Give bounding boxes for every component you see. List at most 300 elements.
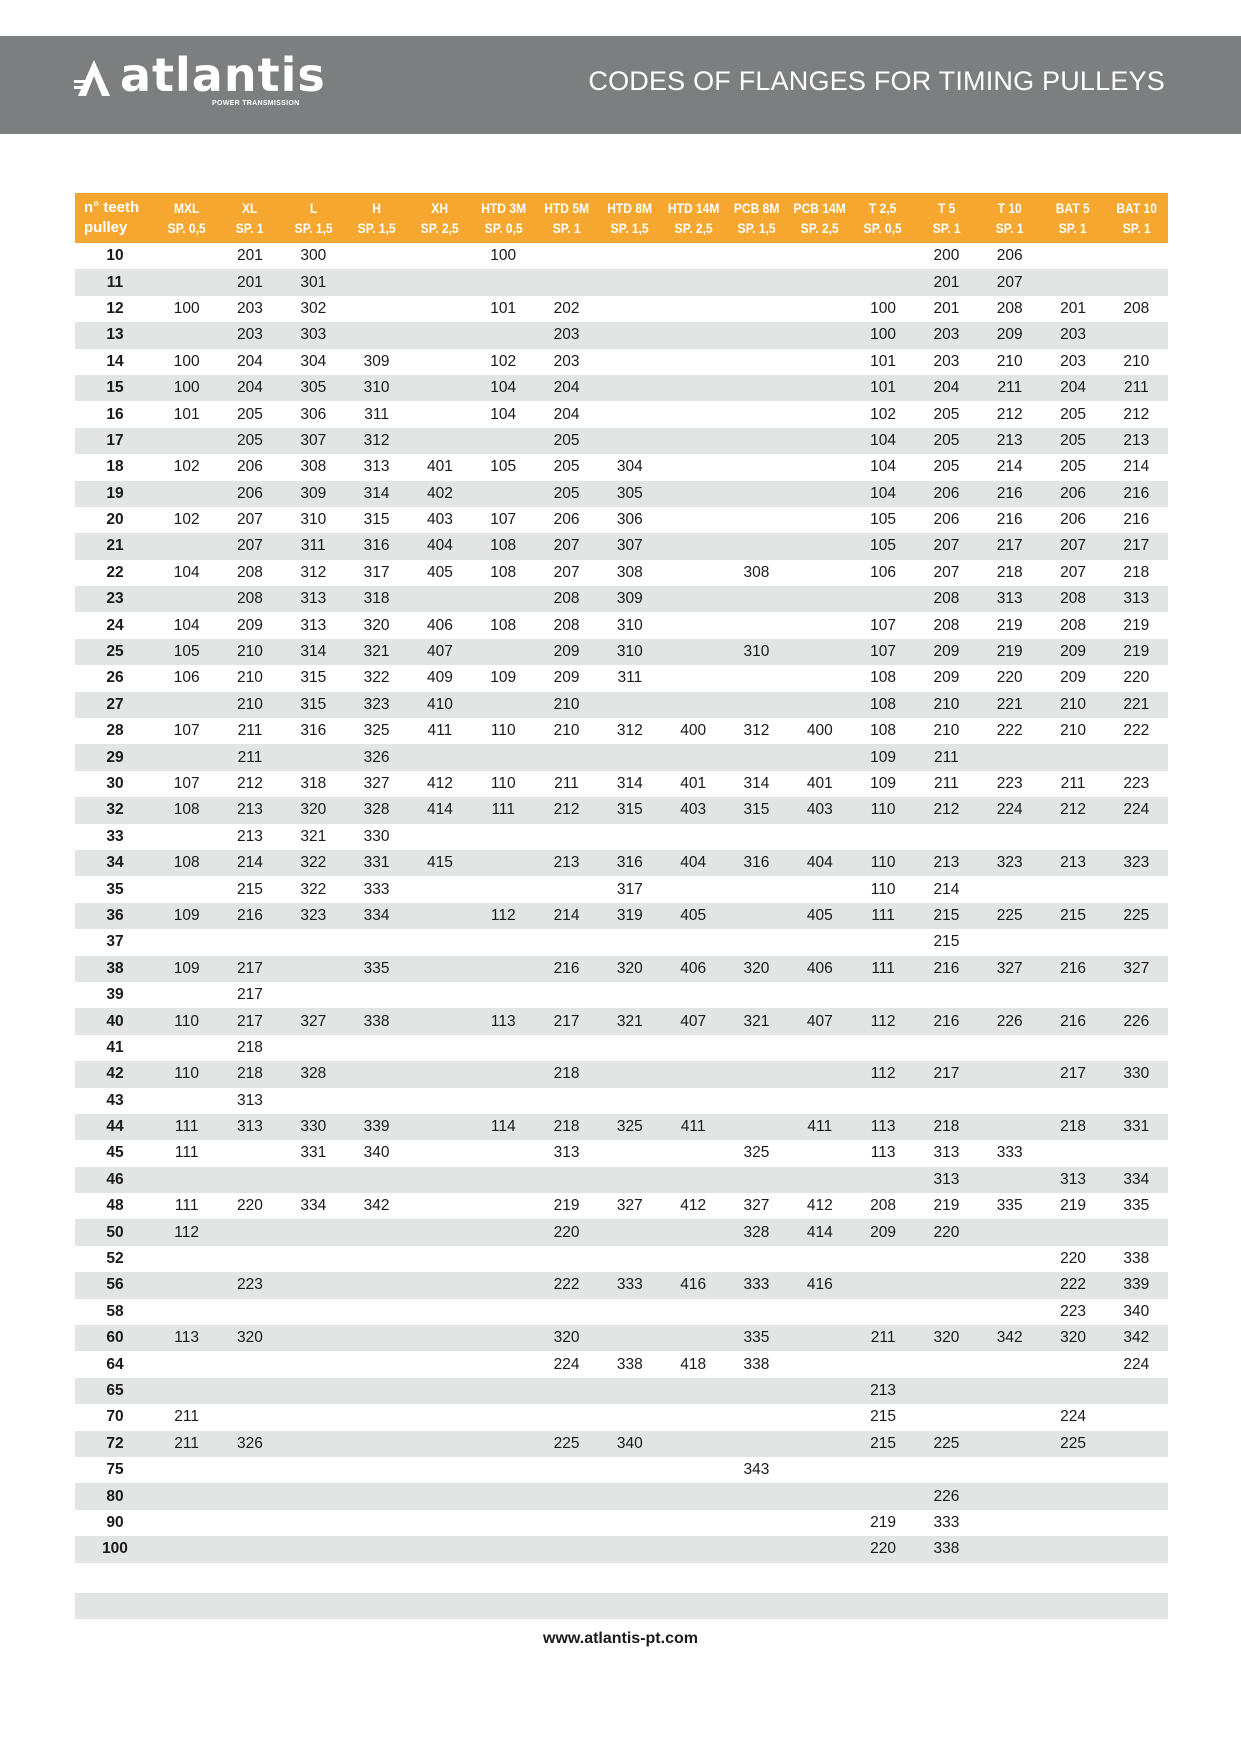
flange-code-cell: [725, 1431, 788, 1457]
flange-code-cell: 403: [662, 797, 725, 823]
flange-code-cell: [725, 1167, 788, 1193]
flange-code-cell: 102: [173, 458, 200, 476]
teeth-count-cell: 17: [75, 428, 155, 454]
flange-code-cell: 323: [1105, 850, 1168, 876]
flange-code-cell: [535, 1510, 598, 1536]
flange-code-cell: 402: [408, 481, 471, 507]
flange-code-cell: [1105, 929, 1168, 955]
flange-code-cell: 208: [1041, 586, 1104, 612]
flange-code-cell: [851, 1483, 914, 1509]
flange-code-cell: 330: [1105, 1061, 1168, 1087]
flange-code-cell: 217: [1105, 533, 1168, 559]
flange-code-cell: 210: [535, 692, 598, 718]
table-row: [75, 876, 1168, 902]
flange-code-cell: 340: [598, 1431, 661, 1457]
flange-code-cell: 218: [915, 1114, 978, 1140]
flange-code-cell: [345, 1351, 408, 1377]
flange-code-cell: [725, 1483, 788, 1509]
flange-code-cell: 224: [1105, 797, 1168, 823]
flange-code-cell: [155, 1351, 218, 1377]
table-row: [75, 1325, 1168, 1351]
flange-code-cell: [472, 982, 535, 1008]
flange-code-cell: 334: [345, 903, 408, 929]
flange-code-cell: [282, 1219, 345, 1245]
flange-code-cell: 105: [851, 533, 914, 559]
flange-code-cell: 213: [851, 1378, 914, 1404]
flange-code-cell: [725, 982, 788, 1008]
flange-code-cell: 303: [282, 322, 345, 348]
flange-code-cell: 212: [1041, 797, 1104, 823]
table-row: [75, 824, 1168, 850]
flange-code-cell: [662, 1483, 725, 1509]
flange-code-cell: [472, 692, 535, 718]
flange-code-cell: 208: [870, 1197, 897, 1215]
flange-code-cell: [535, 243, 598, 269]
flange-code-cell: [788, 349, 851, 375]
flange-code-cell: 328: [345, 797, 408, 823]
flange-code-cell: 207: [915, 533, 978, 559]
flange-code-cell: 201: [933, 299, 960, 317]
flange-code-cell: 320: [363, 616, 390, 634]
flange-code-cell: 225: [535, 1431, 598, 1457]
table-row: [75, 1114, 1168, 1140]
flange-code-cell: [851, 586, 914, 612]
flange-code-cell: 108: [472, 533, 535, 559]
flange-code-cell: [788, 1351, 851, 1377]
flange-code-cell: 104: [851, 428, 914, 454]
flange-code-cell: [662, 1167, 725, 1193]
teeth-count-cell: 70: [106, 1408, 124, 1426]
flange-code-cell: [788, 876, 851, 902]
flange-code-cell: 342: [978, 1325, 1041, 1351]
flange-code-cell: [1105, 1483, 1168, 1509]
flange-code-cell: [788, 744, 851, 770]
flange-code-cell: 215: [237, 880, 263, 898]
flange-code-cell: 213: [535, 850, 598, 876]
flange-code-cell: 411: [662, 1114, 725, 1140]
flange-code-cell: 327: [282, 1008, 345, 1034]
flange-code-cell: 106: [870, 563, 897, 581]
flange-code-cell: 307: [598, 533, 661, 559]
flange-code-cell: 320: [535, 1325, 598, 1351]
flange-code-cell: 202: [553, 299, 580, 317]
flange-code-cell: [725, 507, 788, 533]
flange-code-cell: [408, 1404, 471, 1430]
flange-code-cell: 305: [598, 481, 661, 507]
flange-code-cell: [408, 269, 471, 295]
flange-code-cell: 113: [870, 1144, 896, 1162]
teeth-count-cell: 18: [106, 458, 124, 476]
flange-code-cell: [472, 1404, 535, 1430]
flange-code-cell: [851, 1088, 914, 1114]
flange-code-cell: [408, 349, 471, 375]
flange-code-cell: [725, 612, 788, 638]
flange-code-cell: 200: [933, 247, 960, 265]
flange-code-cell: [662, 1325, 725, 1351]
flange-code-cell: 210: [1041, 692, 1104, 718]
teeth-count-cell: 60: [75, 1325, 155, 1351]
flange-code-cell: 302: [300, 299, 327, 317]
flange-code-cell: [472, 1035, 535, 1061]
flange-code-cell: 220: [915, 1219, 978, 1245]
flange-code-cell: [788, 1299, 851, 1325]
flange-code-cell: [282, 929, 345, 955]
flange-code-cell: [345, 1431, 408, 1457]
flange-code-cell: 220: [237, 1197, 263, 1215]
flange-code-cell: 418: [680, 1355, 707, 1373]
flange-code-cell: 313: [218, 1114, 281, 1140]
flange-code-cell: 405: [662, 903, 725, 929]
flange-code-cell: [1105, 1035, 1168, 1061]
flange-code-cell: [408, 876, 471, 902]
flange-code-cell: 205: [535, 428, 598, 454]
flange-code-cell: 225: [915, 1431, 978, 1457]
flange-code-cell: [218, 1140, 281, 1166]
flange-code-cell: 209: [851, 1219, 914, 1245]
flange-code-cell: [345, 1167, 408, 1193]
flange-code-cell: 315: [282, 692, 345, 718]
column-header: [218, 193, 281, 243]
flange-code-cell: 327: [743, 1197, 770, 1215]
flange-code-cell: [155, 744, 218, 770]
flange-code-cell: 217: [978, 533, 1041, 559]
flange-code-cell: [155, 428, 218, 454]
flange-code-cell: [598, 1457, 661, 1483]
flange-code-cell: [662, 612, 725, 638]
flange-code-cell: 334: [1105, 1167, 1168, 1193]
flange-code-cell: [472, 1431, 535, 1457]
table-row: [75, 1404, 1168, 1430]
flange-code-cell: 108: [870, 669, 897, 687]
flange-code-cell: 219: [1123, 616, 1150, 634]
flange-code-cell: [345, 1035, 408, 1061]
flange-code-cell: 210: [237, 669, 263, 687]
flange-code-cell: [598, 929, 661, 955]
flange-code-cell: 205: [1041, 428, 1104, 454]
flange-code-cell: [662, 428, 725, 454]
flange-code-cell: [345, 1325, 408, 1351]
flange-code-cell: [598, 1061, 661, 1087]
flange-code-cell: 100: [173, 299, 200, 317]
header-profile: PCB 8M: [733, 200, 780, 216]
flange-code-cell: 212: [535, 797, 598, 823]
flange-code-cell: [345, 243, 408, 269]
flange-code-cell: [788, 560, 851, 586]
flange-code-cell: [345, 1061, 408, 1087]
flange-code-cell: [155, 1088, 218, 1114]
header-profile: n° teeth: [84, 199, 140, 216]
flange-code-cell: [788, 1088, 851, 1114]
flange-code-cell: 335: [996, 1197, 1023, 1215]
flange-code-cell: [408, 1061, 471, 1087]
flange-code-cell: [472, 744, 535, 770]
flange-code-cell: 104: [490, 405, 517, 423]
flange-code-cell: 104: [472, 375, 535, 401]
teeth-count-cell: 45: [106, 1144, 124, 1162]
flange-code-cell: 315: [598, 797, 661, 823]
flange-code-cell: 108: [851, 692, 914, 718]
flange-code-cell: 322: [282, 850, 345, 876]
flange-code-cell: 216: [1123, 511, 1150, 529]
flange-code-cell: [1105, 1088, 1168, 1114]
flange-code-cell: 306: [300, 405, 327, 423]
flange-code-cell: 205: [933, 458, 960, 476]
flange-code-cell: 338: [616, 1355, 643, 1373]
flange-code-cell: [915, 1351, 978, 1377]
flange-code-cell: 206: [1041, 481, 1104, 507]
flange-code-cell: [218, 1483, 281, 1509]
flange-code-cell: 225: [978, 903, 1041, 929]
teeth-count-cell: 13: [75, 322, 155, 348]
flange-code-cell: [282, 1246, 345, 1272]
flange-code-cell: [472, 481, 535, 507]
flange-code-cell: 315: [300, 669, 327, 687]
flange-code-cell: 102: [870, 405, 897, 423]
column-header: [851, 193, 914, 243]
flange-code-cell: 209: [1041, 639, 1104, 665]
flange-code-cell: [788, 454, 851, 480]
flange-code-cell: [472, 269, 535, 295]
flange-code-cell: 218: [535, 1061, 598, 1087]
table-row: [75, 401, 1168, 427]
flange-code-cell: [851, 243, 914, 269]
table-row: [75, 639, 1168, 665]
flange-code-cell: 321: [725, 1008, 788, 1034]
flange-code-cell: [598, 744, 661, 770]
flange-code-cell: [788, 296, 851, 322]
flange-code-cell: 321: [345, 639, 408, 665]
flange-code-cell: [1041, 1510, 1104, 1536]
flange-code-cell: [725, 1404, 788, 1430]
flange-code-cell: [408, 1536, 471, 1562]
flange-code-cell: [408, 1272, 471, 1298]
flange-code-cell: 111: [851, 903, 914, 929]
flange-code-cell: [1105, 1431, 1168, 1457]
flange-code-cell: 216: [996, 511, 1023, 529]
flange-code-cell: [978, 1483, 1041, 1509]
flange-code-cell: [472, 1325, 535, 1351]
flange-code-cell: 311: [364, 405, 389, 423]
flange-code-cell: 201: [1060, 299, 1086, 317]
flange-code-cell: [725, 296, 788, 322]
flange-code-cell: 208: [996, 299, 1023, 317]
flange-code-cell: [662, 243, 725, 269]
flange-code-cell: 314: [743, 775, 770, 792]
header-profile: HTD 3M: [480, 200, 526, 216]
flange-code-cell: [218, 1457, 281, 1483]
header-thickness: SP. 1: [1059, 220, 1087, 236]
flange-code-cell: 313: [237, 1091, 263, 1109]
flange-code-cell: 216: [1105, 481, 1168, 507]
flange-code-cell: 209: [535, 639, 598, 665]
flange-code-cell: [345, 1299, 408, 1325]
flange-code-cell: [788, 375, 851, 401]
header-profile: PCB 14M: [793, 200, 846, 216]
flange-code-cell: [978, 1404, 1041, 1430]
header-profile: XL: [242, 200, 258, 216]
flange-code-cell: 338: [915, 1536, 978, 1562]
flange-code-cell: 107: [851, 639, 914, 665]
flange-code-cell: 340: [1123, 1302, 1150, 1320]
flange-code-cell: [535, 1457, 598, 1483]
flange-code-cell: [1041, 876, 1104, 902]
table-row: [75, 1536, 1168, 1562]
teeth-count-cell: 56: [75, 1272, 155, 1298]
header-thickness: SP. 0,5: [864, 220, 903, 236]
flange-code-cell: [535, 269, 598, 295]
flange-code-cell: [408, 428, 471, 454]
flange-code-cell: 308: [616, 563, 643, 581]
flange-code-cell: 317: [616, 880, 643, 898]
flange-code-cell: [155, 1299, 218, 1325]
flange-code-cell: 217: [218, 1008, 281, 1034]
flange-code-cell: [915, 1272, 978, 1298]
flange-code-cell: [535, 876, 598, 902]
teeth-count-cell: 28: [106, 722, 124, 740]
flange-code-cell: 207: [978, 269, 1041, 295]
flange-code-cell: 110: [490, 722, 516, 740]
flange-code-cell: [155, 1035, 218, 1061]
teeth-count-cell: 35: [106, 880, 124, 898]
flange-code-cell: 330: [282, 1114, 345, 1140]
teeth-count-cell: 90: [106, 1513, 124, 1531]
flange-code-cell: [408, 1114, 471, 1140]
flange-code-cell: [662, 876, 725, 902]
flange-code-cell: 209: [1060, 669, 1086, 687]
flange-code-cell: [978, 1061, 1041, 1087]
flange-code-cell: [282, 1510, 345, 1536]
flange-code-cell: 218: [535, 1114, 598, 1140]
teeth-count-cell: 37: [106, 933, 124, 951]
flange-code-cell: [1041, 243, 1104, 269]
flange-code-cell: [725, 454, 788, 480]
flange-code-cell: [1105, 269, 1168, 295]
flange-code-cell: 210: [218, 639, 281, 665]
flange-code-cell: 110: [155, 1061, 218, 1087]
header-profile: T 2,5: [869, 200, 897, 216]
flange-code-cell: [788, 1061, 851, 1087]
flange-code-cell: [851, 1351, 914, 1377]
flange-code-cell: [725, 375, 788, 401]
flange-code-cell: 213: [978, 428, 1041, 454]
flange-code-cell: [535, 744, 598, 770]
flange-code-cell: [155, 1167, 218, 1193]
flange-code-cell: 100: [851, 322, 914, 348]
flange-code-cell: [472, 1219, 535, 1245]
flange-code-cell: [788, 1457, 851, 1483]
flange-code-cell: [472, 824, 535, 850]
teeth-count-cell: 21: [75, 533, 155, 559]
flange-code-cell: [472, 1510, 535, 1536]
flange-code-cell: [472, 1088, 535, 1114]
flange-code-cell: [725, 1246, 788, 1272]
flange-code-cell: 326: [345, 744, 408, 770]
table-row: [75, 322, 1168, 348]
flange-code-cell: 114: [472, 1114, 535, 1140]
flange-code-cell: [788, 243, 851, 269]
flange-code-cell: [662, 1457, 725, 1483]
flange-code-cell: 339: [345, 1114, 408, 1140]
flange-code-cell: [598, 322, 661, 348]
flange-code-cell: 105: [155, 639, 218, 665]
flange-code-cell: 320: [218, 1325, 281, 1351]
flange-code-cell: 407: [662, 1008, 725, 1034]
flange-code-cell: [1041, 1483, 1104, 1509]
flange-code-cell: [472, 1457, 535, 1483]
flange-code-cell: [725, 586, 788, 612]
flange-code-cell: [472, 428, 535, 454]
brand-tagline: POWER TRANSMISSION: [212, 100, 300, 107]
flange-code-cell: [345, 296, 408, 322]
flange-code-cell: [472, 1061, 535, 1087]
flange-code-cell: [1041, 1536, 1104, 1562]
flange-code-cell: 217: [535, 1008, 598, 1034]
flange-code-cell: 108: [490, 563, 517, 581]
flange-code-cell: 215: [1041, 903, 1104, 929]
flange-code-cell: [1105, 1510, 1168, 1536]
flange-code-cell: [345, 982, 408, 1008]
flange-code-cell: 310: [300, 511, 327, 529]
flange-code-cell: 333: [996, 1144, 1023, 1162]
flange-code-cell: 111: [851, 956, 914, 982]
flange-code-cell: [662, 1299, 725, 1325]
flange-code-cell: 318: [345, 586, 408, 612]
flange-code-cell: 213: [218, 797, 281, 823]
flange-code-cell: [788, 1536, 851, 1562]
header-thickness: SP. 1: [1122, 220, 1151, 236]
flange-code-cell: [915, 1299, 978, 1325]
flange-code-cell: 113: [851, 1114, 914, 1140]
flange-code-cell: [662, 1404, 725, 1430]
flange-code-cell: 222: [1123, 722, 1150, 740]
flange-code-cell: [218, 1246, 281, 1272]
flange-code-cell: 210: [218, 692, 281, 718]
teeth-count-cell: 50: [75, 1219, 155, 1245]
flange-code-cell: 206: [996, 247, 1023, 265]
flange-code-cell: [282, 744, 345, 770]
flange-code-cell: [598, 401, 661, 427]
footer-url: www.atlantis-pt.com: [543, 1630, 698, 1647]
flange-code-cell: [978, 1378, 1041, 1404]
flange-code-cell: [408, 1088, 471, 1114]
flange-code-cell: 214: [933, 880, 960, 898]
header-profile: T 5: [937, 200, 956, 216]
flange-code-cell: 216: [915, 1008, 978, 1034]
flange-code-cell: [345, 929, 408, 955]
header-thickness: SP. 2,5: [420, 220, 459, 236]
flange-code-cell: [725, 428, 788, 454]
flange-code-cell: 320: [598, 956, 661, 982]
flange-code-cell: [155, 1272, 218, 1298]
teeth-count-cell: 32: [75, 797, 155, 823]
table-row: [75, 1140, 1168, 1166]
flange-code-cell: 401: [680, 775, 707, 792]
header-bar: [0, 36, 1241, 134]
table-row: [75, 1510, 1168, 1536]
flange-code-cell: 309: [282, 481, 345, 507]
table-row: [75, 481, 1168, 507]
flange-code-cell: [978, 1351, 1041, 1377]
flange-code-cell: [408, 1325, 471, 1351]
flange-code-cell: [155, 1536, 218, 1562]
flange-code-cell: 322: [300, 880, 327, 898]
teeth-count-cell: 41: [106, 1038, 124, 1056]
flange-code-cell: [662, 375, 725, 401]
flange-code-cell: 416: [662, 1272, 725, 1298]
flange-code-cell: 316: [598, 850, 661, 876]
flange-code-cell: 207: [535, 533, 598, 559]
flange-code-cell: [788, 428, 851, 454]
